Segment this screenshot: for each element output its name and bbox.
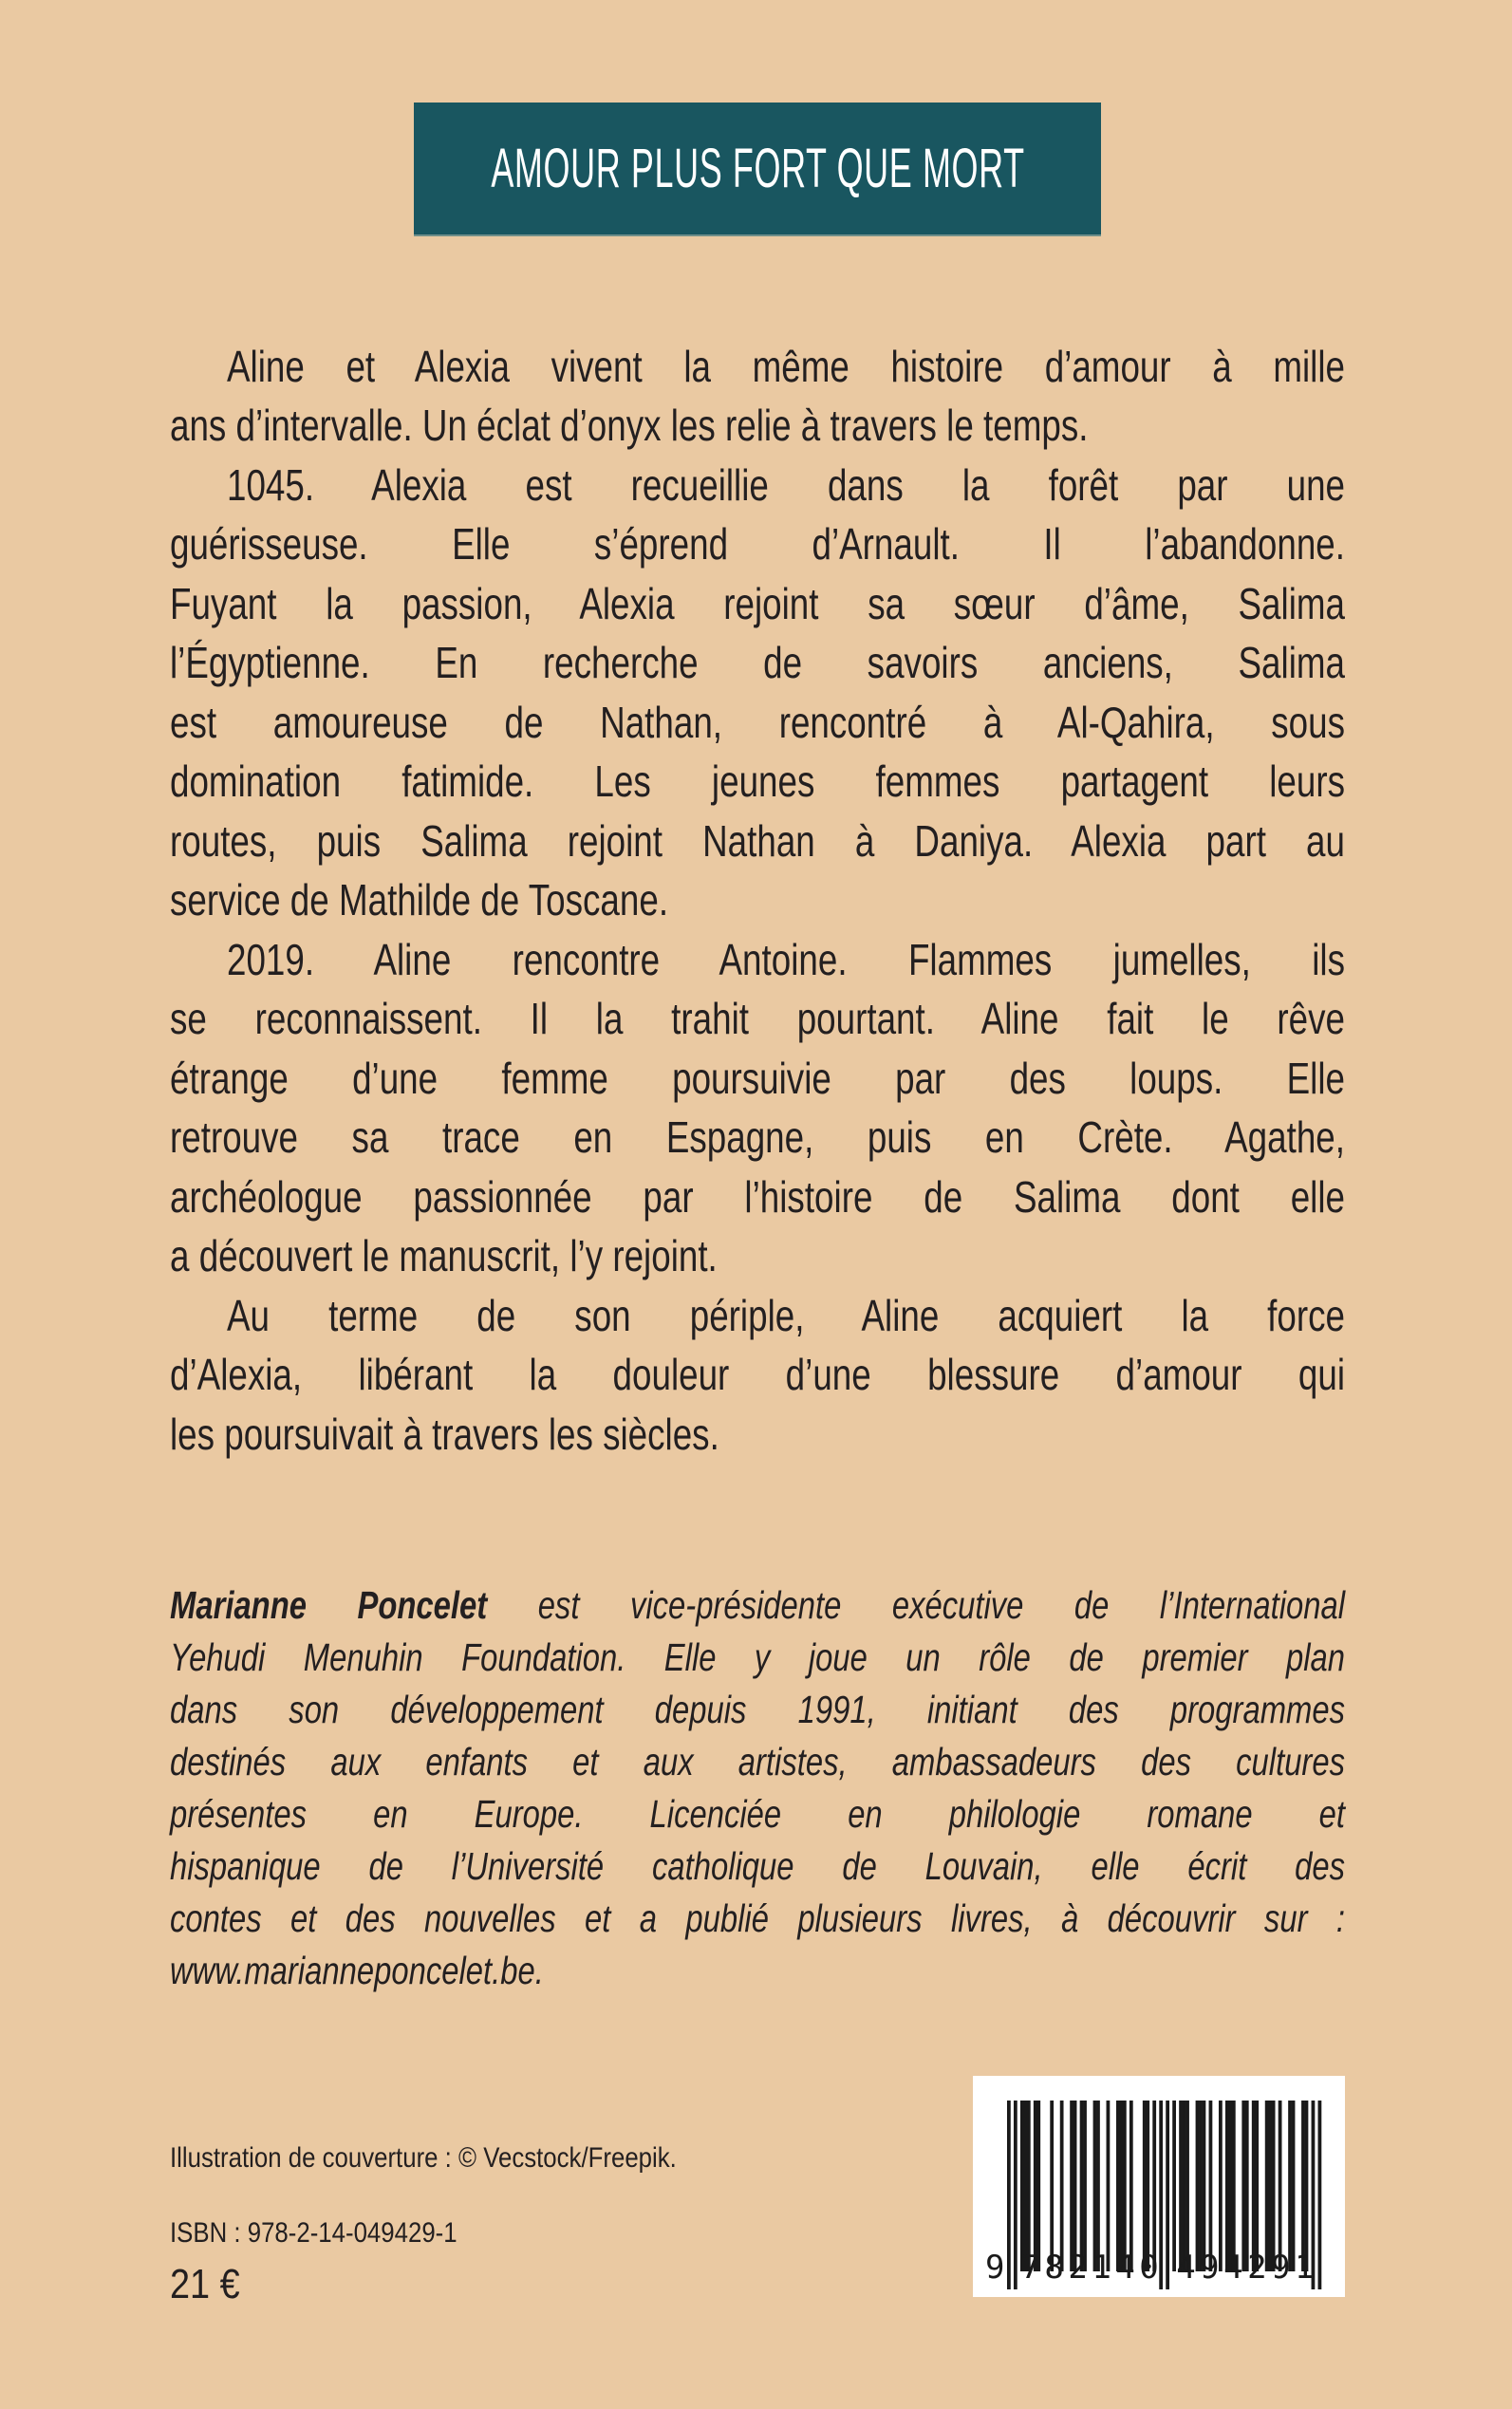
summary-line: retrouve sa trace en Espagne, puis en Crète. Agathe, bbox=[170, 1112, 1345, 1163]
bio-line: contes et des nouvelles et a publié plusieurs livres, à découvrir sur : bbox=[170, 1896, 1345, 1941]
bio-line: hispanique de l’Université catholique de Louvain, elle écrit des bbox=[170, 1844, 1345, 1889]
summary-line: 1045. Alexia est recueillie dans la forêt par une bbox=[227, 459, 1345, 510]
bio-line: www.marianneponcelet.be. bbox=[170, 1949, 544, 1993]
isbn-label: ISBN : 978-2-14-049429-1 bbox=[170, 2217, 457, 2249]
summary-line: Aline et Alexia vivent la même histoire d’amour à mille bbox=[227, 341, 1345, 391]
bio-line: Yehudi Menuhin Foundation. Elle y joue un rôle de premier plan bbox=[170, 1635, 1345, 1680]
summary-line: ans d’intervalle. Un éclat d’onyx les relie à travers le temps. bbox=[170, 401, 1089, 451]
summary-line: est amoureuse de Nathan, rencontré à Al-Qahira, sous bbox=[170, 697, 1345, 747]
barcode-icon bbox=[973, 2076, 1345, 2297]
illustration-credit: Illustration de couverture : © Vecstock/Freepik. bbox=[170, 2142, 677, 2174]
summary-line: Fuyant la passion, Alexia rejoint sa sœur d’âme, Salima bbox=[170, 578, 1345, 628]
summary-line: d’Alexia, libérant la douleur d’une blessure d’amour qui bbox=[170, 1350, 1345, 1400]
bio-line bbox=[170, 1583, 1345, 1628]
summary-line: guérisseuse. Elle s’éprend d’Arnault. Il l’abandonne. bbox=[170, 519, 1345, 570]
author-name: Marianne Poncelet bbox=[170, 1583, 488, 1628]
summary-line: archéologue passionnée par l’histoire de Salima dont elle bbox=[170, 1171, 1345, 1222]
summary-line: 2019. Aline rencontre Antoine. Flammes jumelles, ils bbox=[227, 934, 1345, 984]
summary-line: a découvert le manuscrit, l’y rejoint. bbox=[170, 1231, 718, 1281]
price-label: 21 € bbox=[170, 2261, 240, 2307]
summary-line: les poursuivait à travers les siècles. bbox=[170, 1409, 719, 1459]
summary-line: routes, puis Salima rejoint Nathan à Daniya. Alexia part au bbox=[170, 815, 1345, 866]
summary-line: étrange d’une femme poursuivie par des loups. Elle bbox=[170, 1053, 1345, 1103]
svg-text:782140: 782140 bbox=[1020, 2249, 1164, 2287]
bio-line: destinés aux enfants et aux artistes, ambassadeurs des cultures bbox=[170, 1740, 1345, 1784]
summary-line: Au terme de son périple, Aline acquiert la force bbox=[227, 1290, 1345, 1340]
summary-line: l’Égyptienne. En recherche de savoirs anciens, Salima bbox=[170, 638, 1345, 688]
summary-line: service de Mathilde de Toscane. bbox=[170, 875, 669, 925]
bio-line: dans son développement depuis 1991, initiant des programmes bbox=[170, 1688, 1345, 1732]
summary-line: domination fatimide. Les jeunes femmes partagent leurs bbox=[170, 756, 1345, 807]
title-banner bbox=[414, 103, 1101, 236]
svg-text:494291: 494291 bbox=[1176, 2249, 1319, 2287]
bio-text: est vice-présidente exécutive de l’International bbox=[487, 1583, 1345, 1628]
barcode bbox=[973, 2076, 1345, 2297]
summary-line: se reconnaissent. Il la trahit pourtant. Aline fait le rêve bbox=[170, 994, 1345, 1044]
book-title: AMOUR PLUS FORT QUE MORT bbox=[490, 138, 1025, 199]
svg-text:9: 9 bbox=[985, 2249, 1005, 2287]
bio-line: présentes en Europe. Licenciée en philologie romane et bbox=[170, 1792, 1345, 1837]
